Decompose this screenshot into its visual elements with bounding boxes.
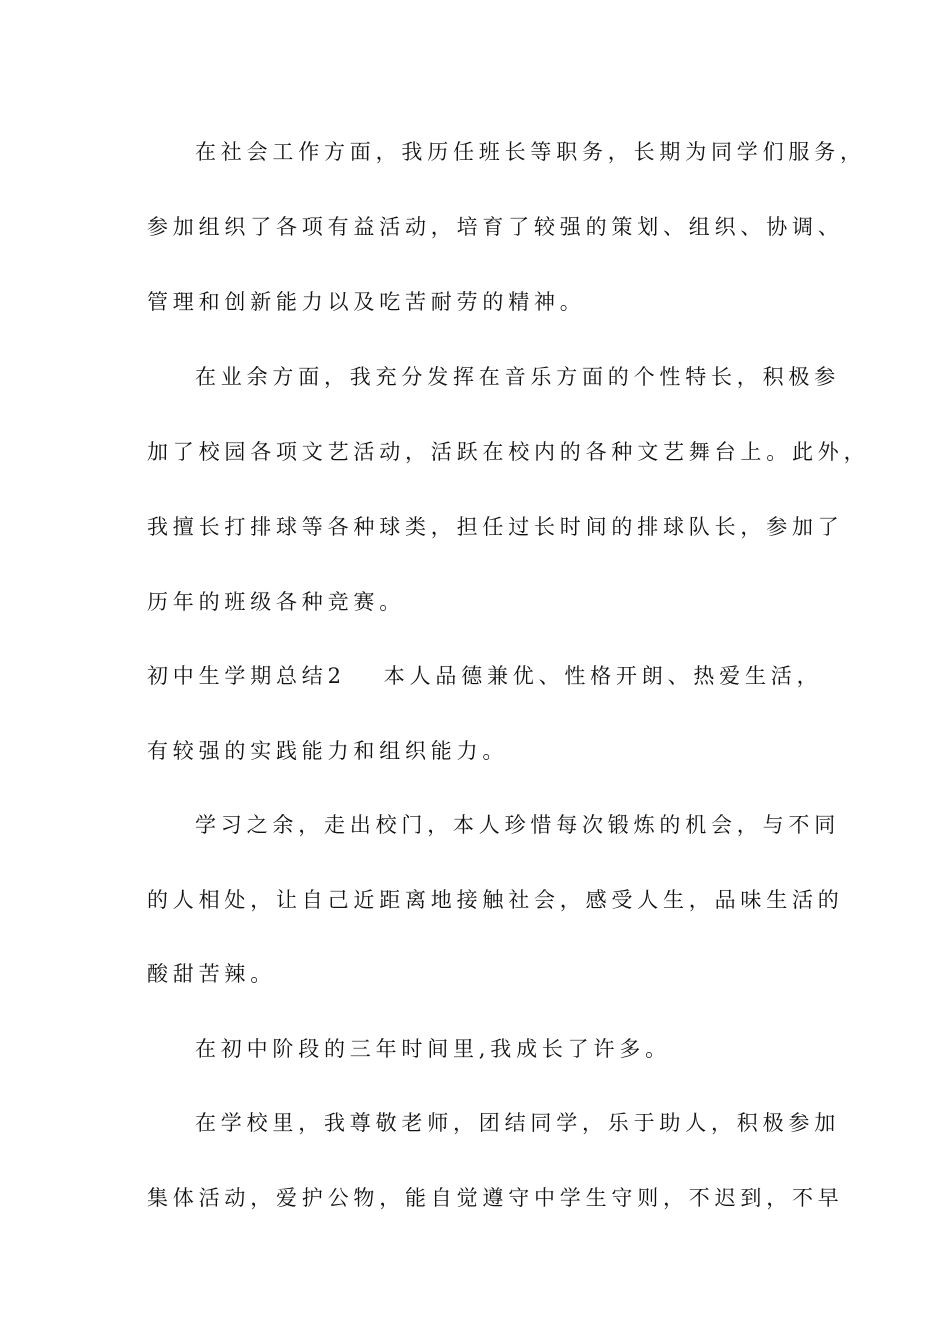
section-intro-text: 本人品德兼优、性格开朗、热爱生活， [383, 664, 823, 688]
text-line: 在业余方面，我充分发挥在音乐方面的个性特长，积极参 [195, 365, 840, 389]
text-line: 的人相处，让自己近距离地接触社会，感受人生，品味生活的 [147, 888, 844, 912]
text-line: 集体活动，爱护公物，能自觉遵守中学生守则，不迟到，不早 [147, 1186, 844, 1210]
text-line: 历年的班级各种竞赛。 [147, 590, 405, 614]
text-line: 参加组织了各项有益活动，培育了较强的策划、组织、协调、 [147, 215, 844, 239]
text-line: 酸甜苦辣。 [147, 962, 276, 986]
text-line: 管理和创新能力以及吃苦耐劳的精神。 [147, 290, 586, 314]
text-line: 有较强的实践能力和组织能力。 [147, 739, 509, 763]
section-title: 初中生学期总结2 [147, 664, 346, 688]
text-line: 加了校园各项文艺活动，活跃在校内的各种文艺舞台上。此外， [147, 440, 870, 464]
section-heading-line [147, 662, 827, 690]
text-line: 在学校里，我尊敬老师，团结同学，乐于助人，积极参加 [195, 1111, 840, 1135]
text-line: 学习之余，走出校门，本人珍惜每次锻炼的机会，与不同 [195, 813, 840, 837]
text-line: 我擅长打排球等各种球类，担任过长时间的排球队长，参加了 [147, 515, 844, 539]
text-line: 在初中阶段的三年时间里,我成长了许多。 [195, 1037, 671, 1061]
text-line: 在社会工作方面，我历任班长等职务，长期为同学们服务， [195, 140, 866, 164]
